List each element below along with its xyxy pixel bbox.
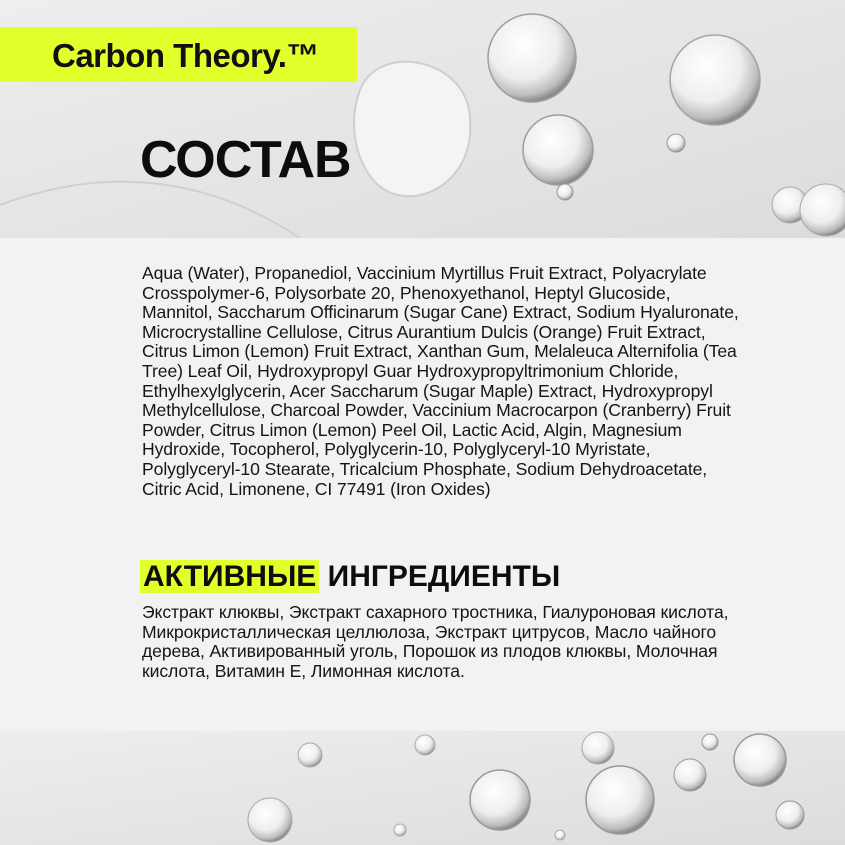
active-heading-highlight: АКТИВНЫЕ [140,560,319,593]
brand-logo-banner [0,27,357,82]
active-heading-rest: ИНГРЕДИЕНТЫ [327,560,561,593]
active-ingredients-list: Экстракт клюквы, Экстракт сахарного тростника, Гиалуроновая кислота, Микрокристаллическая целлюлоза, Экстракт цитрусов, Масло чайного дерева, Активированный уголь, Порошок из плодов клюквы, Молочная кислота, Витамин Е, Лимонная кислота. [142,602,729,681]
brand-logo-text: Carbon Theory.™ [52,37,319,74]
composition-heading: СОСТАВ [140,131,351,189]
active-ingredients-heading [140,560,560,594]
ingredients-list: Aqua (Water), Propanediol, Vaccinium Myrtillus Fruit Extract, Polyacrylate Crosspolymer-6, Polysorbate 20, Phenoxyethanol, Heptyl Glucoside, Mannitol, Saccharum Officinarum (Sugar Cane) Extract, Sodium Hyaluronate, Microcrystalline Cellulose, Citrus Aurantium Dulcis (Orange) Fruit Extract, Citrus Limon (Lemon) Fruit Extract, Xanthan Gum, Melaleuca Alternifolia (Tea Tree) Leaf Oil, Hydroxypropyl Guar Hydroxypropyltrimonium Chloride, Ethylhexylglycerin, Acer Saccharum (Sugar Maple) Extract, Hydroxypropyl Methylcellulose, Charcoal Powder, Vaccinium Macrocarpon (Cranberry) Fruit Powder, Citrus Limon (Lemon) Peel Oil, Lactic Acid, Algin, Magnesium Hydroxide, Tocopherol, Polyglycerin-10, Polyglyceryl-10 Myristate, Polyglyceryl-10 Stearate, Tricalcium Phosphate, Sodium Dehydroacetate, Citric Acid, Limonene, CI 77491 (Iron Oxides) [142,263,739,499]
